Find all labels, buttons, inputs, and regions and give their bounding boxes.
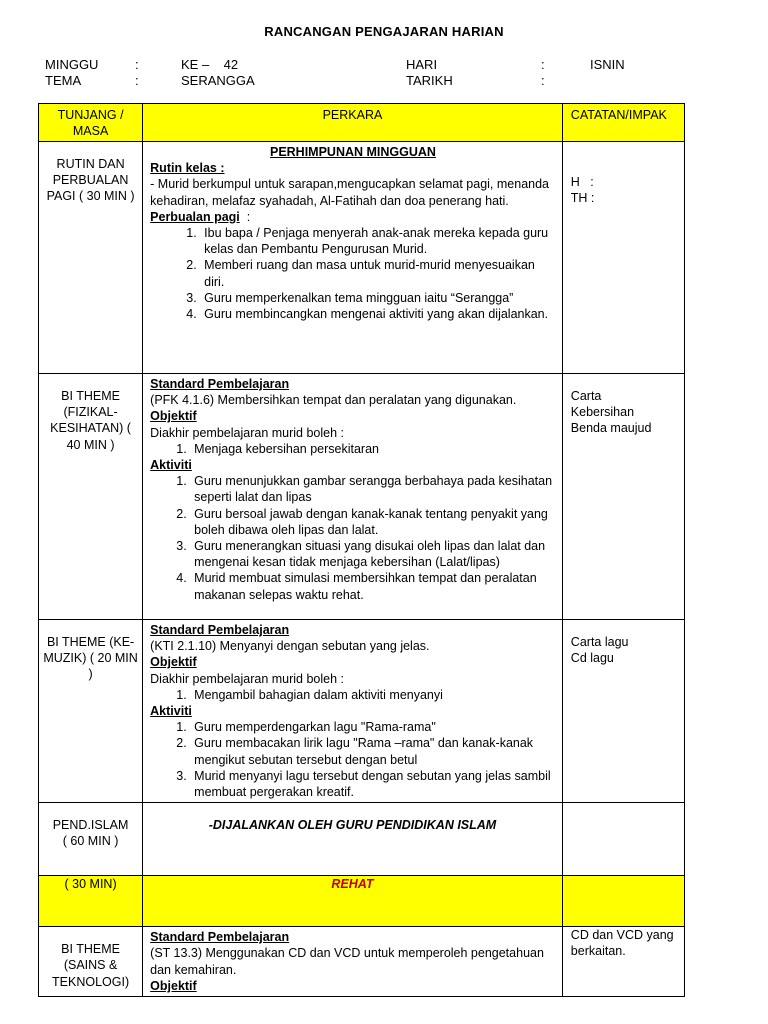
list-item: 2. Guru membacakan lirik lagu "Rama –rama" dan kanak-kanak mengikut sebutan tersebut dengan betul xyxy=(190,735,556,767)
section-note: -DIJALANKAN OLEH GURU PENDIDIKAN ISLAM xyxy=(208,818,497,833)
subheading: Objektif xyxy=(150,655,197,670)
list-item: 2. Guru bersoal jawab dengan kanak-kanak tentang penyakit yang boleh dibawa oleh lipas dan lalat. xyxy=(190,506,556,538)
time-slot: BI THEME (SAINS & TEKNOLOGI) xyxy=(39,927,143,997)
paragraph: - Murid berkumpul untuk sarapan,mengucapkan selamat pagi, menanda kehadiran, melafaz syahadah, Al-Fatihah dan doa penerang hati. xyxy=(150,177,549,208)
tarikh-label: TARIKH xyxy=(406,73,453,88)
notes-cell xyxy=(562,142,684,374)
hari-label: HARI xyxy=(406,57,438,72)
note-line: Carta lagu xyxy=(570,635,629,649)
subheading: Standard Pembelajaran xyxy=(150,623,290,637)
time-slot: BI THEME (FIZIKAL-KESIHATAN) ( 40 MIN ) xyxy=(39,374,143,620)
note-line: Benda maujud xyxy=(570,421,652,436)
note-line: Carta xyxy=(570,389,602,403)
rehat-label: REHAT xyxy=(143,876,563,927)
lesson-plan-table xyxy=(38,103,685,997)
subheading: Rutin kelas : xyxy=(150,161,225,176)
subheading: Objektif xyxy=(150,978,197,993)
section-heading: PERHIMPUNAN MINGGUAN xyxy=(269,145,436,159)
numbered-list xyxy=(150,719,556,800)
paragraph: (KTI 2.1.10) Menyanyi dengan sebutan yang jelas. xyxy=(150,639,430,654)
subheading: Standard Pembelajaran xyxy=(150,377,290,391)
content-cell xyxy=(143,803,563,876)
table-row xyxy=(39,927,685,997)
subheading: Objektif xyxy=(150,409,197,424)
notes-cell xyxy=(562,803,684,876)
list-item: 1. Menjaga kebersihan persekitaran xyxy=(190,441,556,457)
numbered-list xyxy=(150,687,556,703)
list-item: 1. Guru memperdengarkan lagu "Rama-rama" xyxy=(190,719,556,735)
note-line: TH : xyxy=(570,191,595,206)
numbered-list xyxy=(150,473,556,603)
note-line: H : xyxy=(570,175,594,189)
list-item: 2. Memberi ruang dan masa untuk murid-murid menyesuaikan diri. xyxy=(200,257,556,289)
colon: : xyxy=(239,209,251,224)
notes-cell xyxy=(562,374,684,620)
content-cell xyxy=(143,620,563,803)
tema-label: TEMA xyxy=(45,73,82,88)
note-line: CD dan VCD yang berkaitan. xyxy=(570,928,674,959)
hari-value: ISNIN xyxy=(590,57,625,72)
content-cell xyxy=(143,927,563,997)
content-cell xyxy=(143,142,563,374)
note-line: Kebersihan xyxy=(570,405,635,420)
colon: : xyxy=(541,57,545,72)
numbered-list xyxy=(150,225,556,322)
subheading: Standard Pembelajaran xyxy=(150,930,290,945)
paragraph: Diakhir pembelajaran murid boleh : xyxy=(150,425,345,440)
list-item: 1. Ibu bapa / Penjaga menyerah anak-anak mereka kepada guru kelas dan Pembantu Pengurusan Murid. xyxy=(200,225,556,257)
list-item: 3. Guru memperkenalkan tema mingguan iaitu “Serangga” xyxy=(200,290,556,306)
paragraph: (ST 13.3) Menggunakan CD dan VCD untuk memperoleh pengetahuan dan kemahiran. xyxy=(150,946,544,977)
notes-cell xyxy=(562,876,684,927)
list-item: 3. Guru menerangkan situasi yang disukai oleh lipas dan lalat dan mengenai kesan tidak menjaga kebersihan (Lalat/lipas) xyxy=(190,538,556,570)
table-row xyxy=(39,620,685,803)
table-row xyxy=(39,803,685,876)
notes-cell xyxy=(562,927,684,997)
table-header xyxy=(39,104,685,142)
header-catatan: CATATAN/IMPAK xyxy=(562,104,684,142)
table-row xyxy=(39,374,685,620)
content-cell xyxy=(143,374,563,620)
list-item: 4. Guru membincangkan mengenai aktiviti yang akan dijalankan. xyxy=(200,306,556,322)
colon: : xyxy=(541,73,545,88)
list-item: 3. Murid menyanyi lagu tersebut dengan sebutan yang jelas sambil membuat pergerakan kreatif. xyxy=(190,768,556,800)
time-slot: RUTIN DAN PERBUALAN PAGI ( 30 MIN ) xyxy=(39,142,143,374)
time-slot: ( 30 MIN) xyxy=(39,876,143,927)
time-slot: BI THEME (KE-MUZIK) ( 20 MIN ) xyxy=(39,620,143,803)
table-row xyxy=(39,876,685,927)
colon: : xyxy=(135,57,139,72)
list-item: 4. Murid membuat simulasi membersihkan tempat dan peralatan makanan selepas waktu rehat. xyxy=(190,570,556,602)
list-item: 1. Guru menunjukkan gambar serangga berbahaya pada kesihatan seperti lalat dan lipas xyxy=(190,473,556,505)
table-row xyxy=(39,142,685,374)
minggu-label: MINGGU xyxy=(45,57,99,72)
notes-cell xyxy=(562,620,684,803)
paragraph: Diakhir pembelajaran murid boleh : xyxy=(150,671,345,686)
numbered-list xyxy=(150,441,556,457)
tema-value: SERANGGA xyxy=(181,73,255,88)
document-title: RANCANGAN PENGAJARAN HARIAN xyxy=(264,24,504,39)
subheading: Aktiviti xyxy=(150,458,192,473)
note-line: Cd lagu xyxy=(570,651,614,666)
list-item: 1. Mengambil bahagian dalam aktiviti menyanyi xyxy=(190,687,556,703)
colon: : xyxy=(135,73,139,88)
subheading: Aktiviti xyxy=(150,704,192,719)
paragraph: (PFK 4.1.6) Membersihkan tempat dan peralatan yang digunakan. xyxy=(150,393,517,408)
time-slot: PEND.ISLAM ( 60 MIN ) xyxy=(39,803,143,876)
header-perkara: PERKARA xyxy=(143,104,563,142)
minggu-value: KE – 42 xyxy=(181,57,239,72)
header-tunjang: TUNJANG / MASA xyxy=(39,104,143,142)
subheading: Perbualan pagi xyxy=(150,209,240,224)
